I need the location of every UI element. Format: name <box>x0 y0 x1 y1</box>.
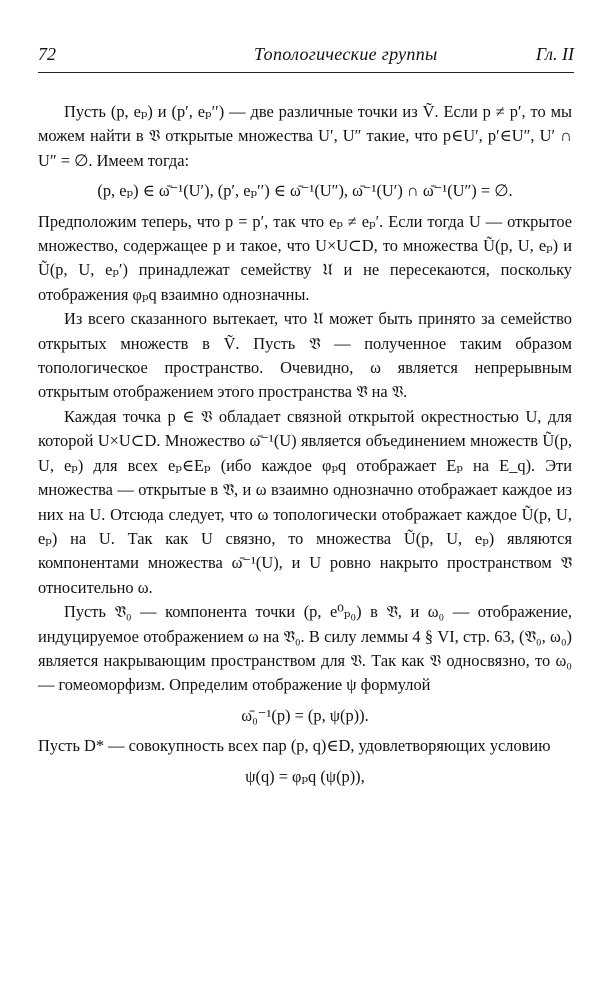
paragraph-1: Пусть (p, eₚ) и (p′, eₚ′′) — две различные точки из Ṽ. Если p ≠ p′, то мы можем найти в 𝔙 открытые множества U′, U″ такие, что p∈U′, p′∈U″, U′ ∩ U″ = ∅. Имеем тогда: <box>38 102 572 170</box>
formula-3: ψ(q) = φₚq (ψ(p)), <box>245 766 365 786</box>
chapter-label: Гл. II <box>535 44 574 64</box>
paragraph-3: Из всего сказанного вытекает, что 𝔘 может быть принято за семейство открытых множеств в Ṽ. Пусть 𝔙̃ — полученное таким образом топологическое пространство. Очевидно, ω является непрерывным открытым отображением этого пространства 𝔙̃ на 𝔙. <box>38 309 572 402</box>
paragraph-6: Пусть D* — совокупность всех пар (p, q)∈D, удовлетворяющих условию <box>38 736 551 756</box>
formula-1: (p, eₚ) ∈ ω̄⁻¹(U′), (p′, eₚ′′) ∈ ω̄⁻¹(U″), ω̄⁻¹(U′) ∩ ω̄⁻¹(U″) = ∅. <box>97 181 513 201</box>
running-header <box>38 44 574 72</box>
header-rule <box>38 72 574 73</box>
running-title: Топологические группы <box>254 44 438 64</box>
paragraph-5: Пусть 𝔙̃₀ — компонента точки (p, e⁰ₚ₀) в 𝔙̃, и ω₀ — отображение, индуцируемое отображением ω на 𝔙̃₀. В силу леммы 4 § VI, стр. 63, (𝔙̃₀, ω₀) является накрывающим пространством для 𝔙. Так как 𝔙 односвязно, то ω₀ — гомеоморфизм. Определим отображение ψ формулой <box>38 602 572 695</box>
paragraph-4: Каждая точка p ∈ 𝔙 обладает связной открытой окрестностью U, для которой U×U⊂D. Множество ω̄⁻¹(U) является объединением множеств Ũ(p, U, eₚ) для всех eₚ∈Eₚ (ибо каждое φₚq отображает Eₚ на E_q). Эти множества — открытые в 𝔙̃, и ω взаимно однозначно отображает каждое из них на U. Отсюда следует, что ω топологически отображает каждое Ũ(p, U, eₚ) на U. Так как U связно, то множества Ũ(p, U, eₚ) являются компонентами множества ω̄⁻¹(U), и U ровно накрыто пространством 𝔙̃ относительно ω. <box>38 406 572 597</box>
formula-2: ω̄₀⁻¹(p) = (p, ψ(p)). <box>241 705 369 725</box>
page-body <box>38 100 572 789</box>
paragraph-2: Предположим теперь, что p = p′, так что eₚ ≠ eₚ′. Если тогда U — открытое множество, содержащее p и такое, что U×U⊂D, то множества Ũ(p, U, eₚ) и Ũ(p, U, eₚ′) принадлежат семейству 𝔘 и не пересекаются, поскольку отображения φₚq взаимно однозначны. <box>38 211 572 304</box>
page-number: 72 <box>38 44 56 64</box>
